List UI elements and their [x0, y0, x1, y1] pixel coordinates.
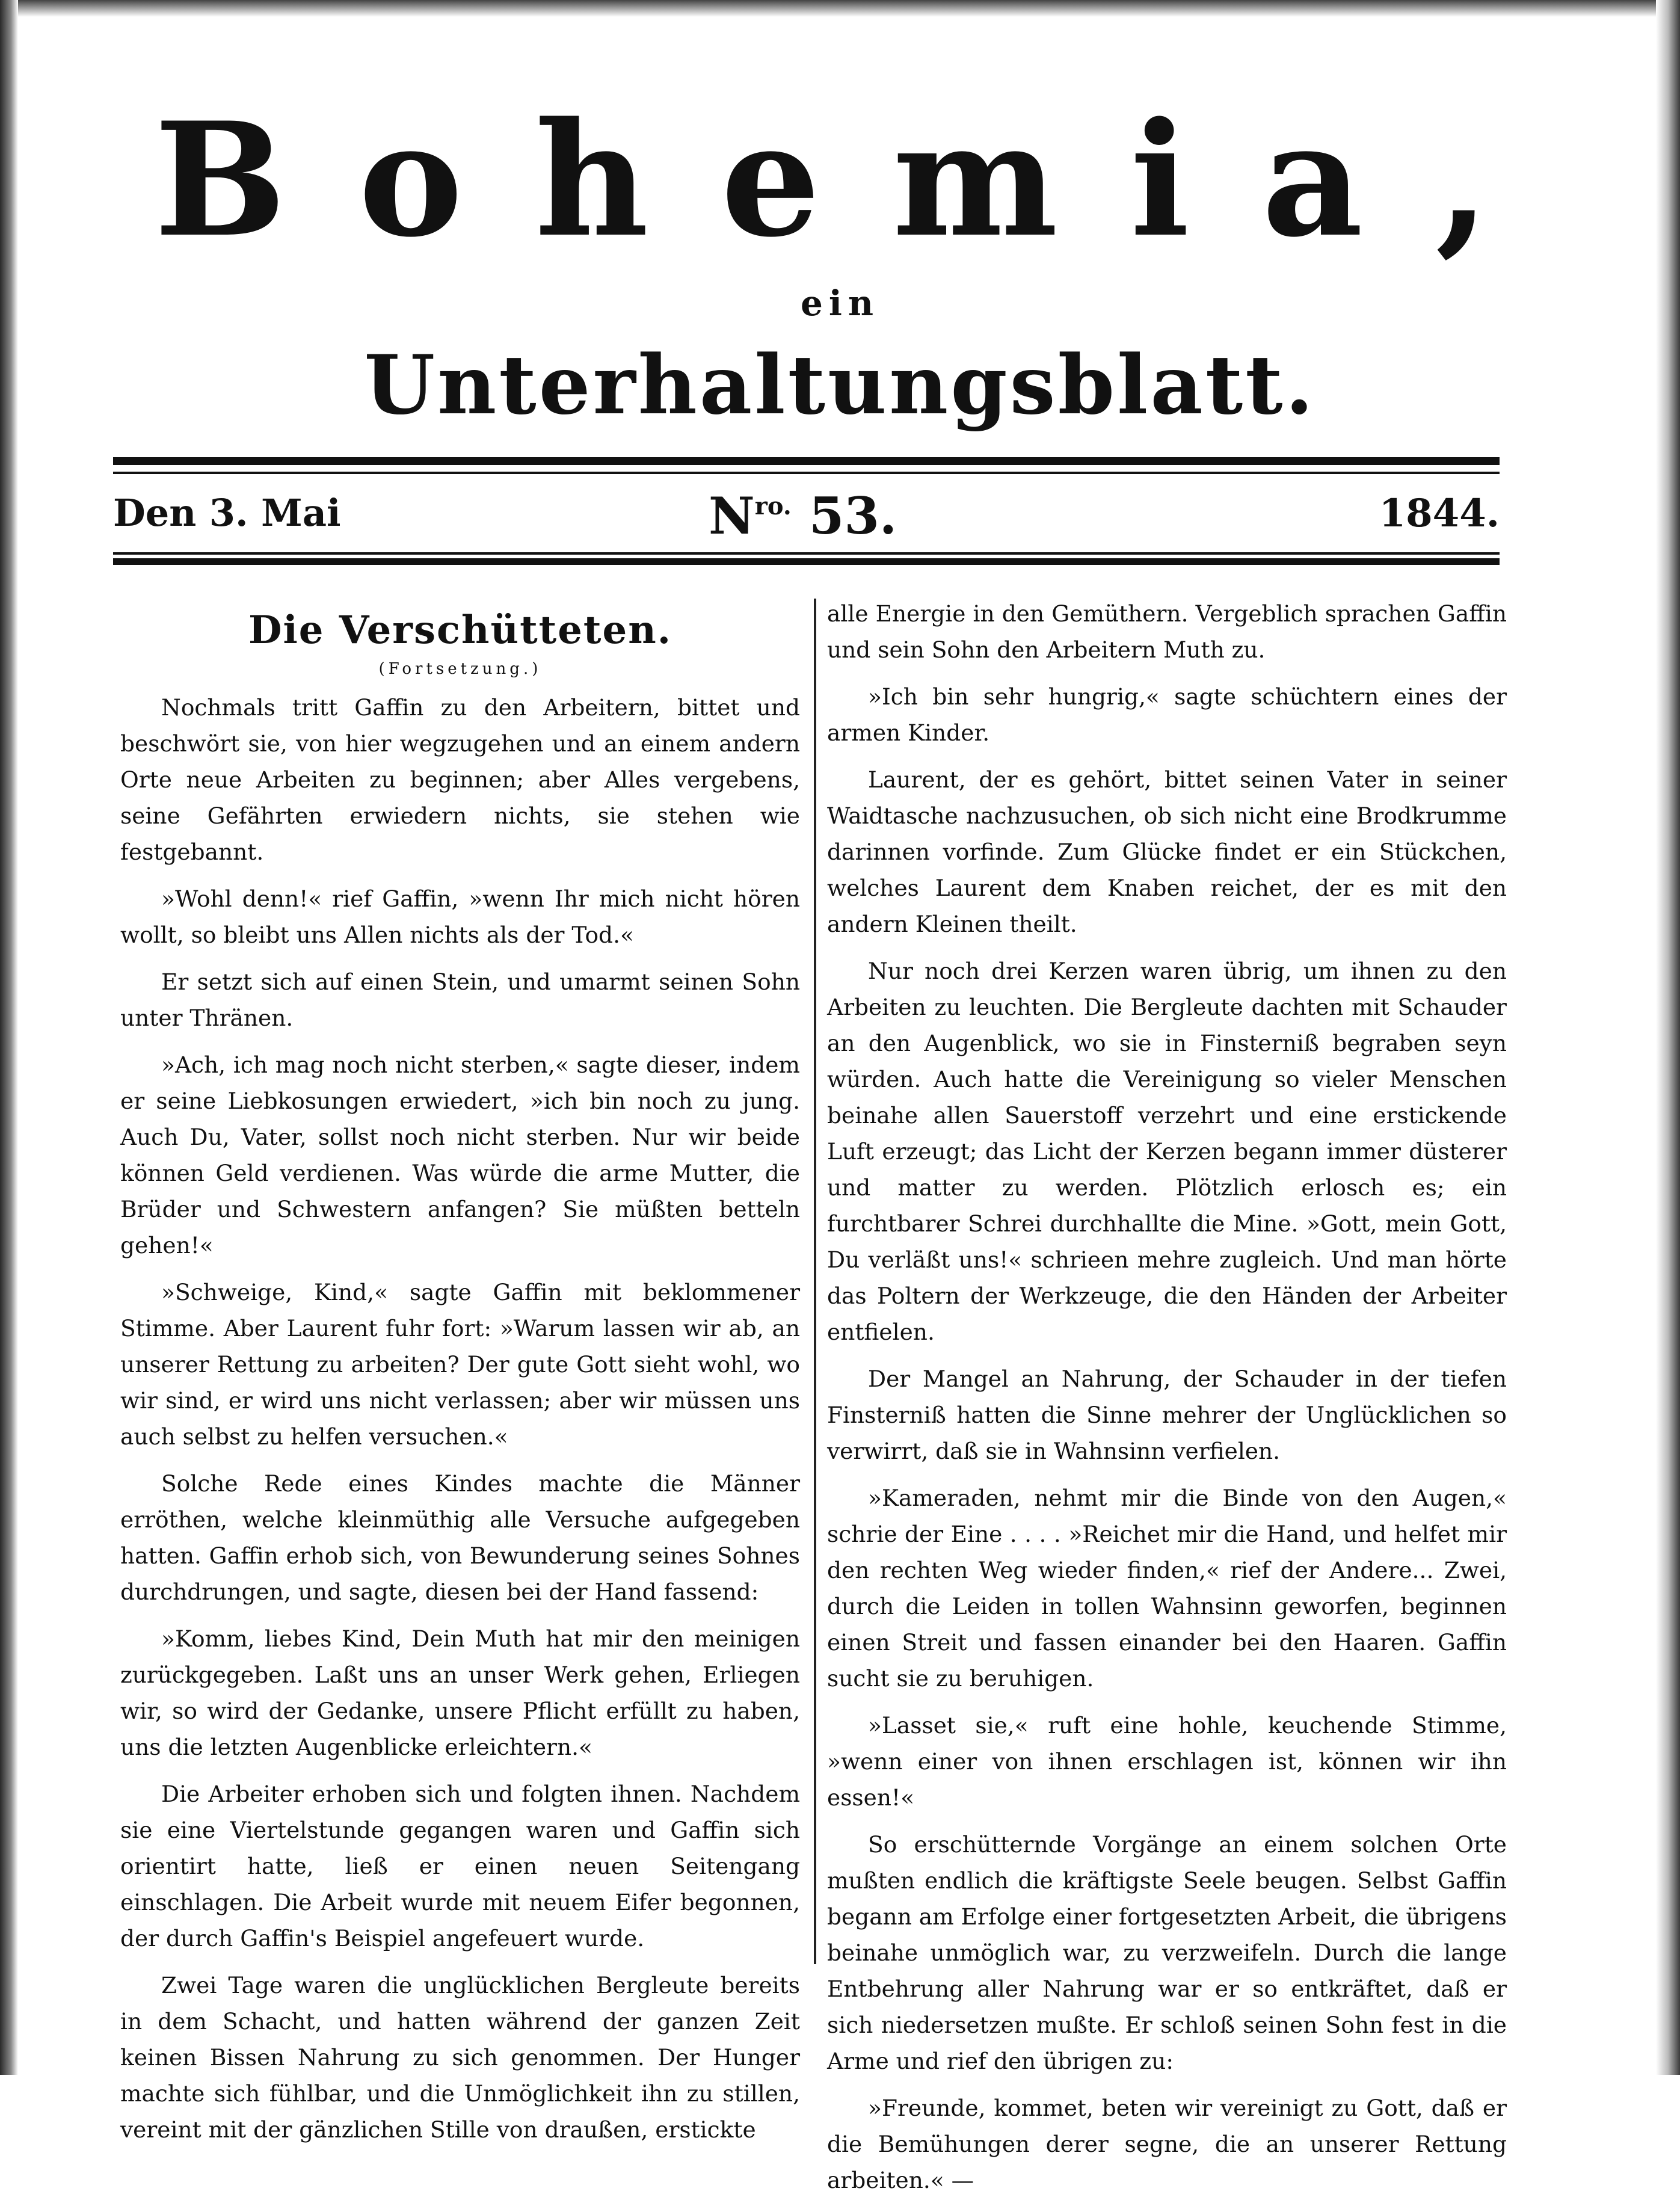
- issue-year: 1844.: [1379, 491, 1500, 536]
- masthead-subtitle: Unterhaltungsblatt.: [364, 337, 1316, 433]
- paragraph: »Lasset sie,« ruft eine hohle, keuchende Stimme, »wenn einer von ihnen erschlagen ist, können wir ihn essen!«: [827, 1712, 1507, 1811]
- masthead-ein: ein: [800, 283, 880, 324]
- article-note: (Fortsetzung.): [378, 660, 542, 678]
- paragraph: Nur noch drei Kerzen waren übrig, um ihnen zu den Arbeiten zu leuchten. Die Bergleute dachten mit Schauder an den Augenblick, wo sie in Finsterniß begraben seyn würden. Auch hatte die Vereinigung so vieler Menschen beinahe allen Sauerstoff verzehrt und eine erstickende Luft erzeugt; das Licht der Kerzen begann immer düsterer und matter zu werden. Plötzlich erlosch es; ein furchtbarer Schrei durchhallte die Mine. »Gott, mein Gott, Du verläßt uns!« schrieen mehre zugleich. Und man hörte das Poltern der Werkzeuge, die den Händen der Arbeiter entfielen.: [827, 958, 1507, 1345]
- paragraph: Laurent, der es gehört, bittet seinen Vater in seiner Waidtasche nachzusuchen, ob sich nicht eine Brodkrumme darinnen vorfinde. Zum Glücke findet er ein Stückchen, welches Laurent dem Knaben reichet, der es mit den andern Kleinen theilt.: [827, 766, 1507, 937]
- rule-bottom-thin: [113, 552, 1500, 555]
- paragraph: »Schweige, Kind,« sagte Gaffin mit beklommener Stimme. Aber Laurent fuhr fort: »Warum lassen wir ab, an unserer Rettung zu arbeiten? Der gute Gott sieht wohl, wo wir sind, er wird uns nicht verlassen; aber wir müssen uns auch selbst zu helfen versuchen.«: [120, 1279, 800, 1450]
- issue-number-sup: ro.: [754, 492, 792, 520]
- paragraph: Der Mangel an Nahrung, der Schauder in der tiefen Finsterniß hatten die Sinne mehrer der Unglücklichen so verwirrt, daß sie in Wahnsinn verfielen.: [827, 1366, 1507, 1464]
- issue-line: [113, 486, 1500, 546]
- paragraph: »Ach, ich mag noch nicht sterben,« sagte dieser, indem er seine Liebkosungen erwiedert, »ich bin noch zu jung. Auch Du, Vater, sollst noch nicht sterben. Nur wir beide können Geld verdienen. Was würde die arme Mutter, die Brüder und Schwestern anfangen? Sie müßten betteln gehen!«: [120, 1052, 800, 1259]
- left-column: [120, 596, 800, 2158]
- paragraph: Nochmals tritt Gaffin zu den Arbeitern, bittet und beschwört sie, von hier wegzugehen und an einem andern Orte neue Arbeiten zu beginnen; aber Alles vergebens, seine Gefährten erwiedern nichts, sie stehen wie festgebannt.: [120, 694, 800, 865]
- page-edge-top: [0, 0, 1680, 17]
- paragraph: So erschütternde Vorgänge an einem solchen Orte mußten endlich die kräftigste Seele beugen. Selbst Gaffin begann am Erfolge einer fortgesetzten Arbeit, die übrigens beinahe unmöglich war, zu verzweifeln. Durch die lange Entbehrung aller Nahrung war er so entkräftet, daß er sich niedersetzen mußte. Er schloß seinen Sohn fest in die Arme und rief den übrigen zu:: [827, 1831, 1507, 2074]
- paragraph: Solche Rede eines Kindes machte die Männer erröthen, welche kleinmüthig alle Versuche aufgegeben hatten. Gaffin erhob sich, von Bewunderung seines Sohnes durchdrungen, und sagte, diesen bei der Hand fassend:: [120, 1470, 800, 1605]
- column-divider: [814, 599, 816, 1964]
- masthead-title: Bohemia,: [154, 88, 1562, 272]
- paragraph: Die Arbeiter erhoben sich und folgten ihnen. Nachdem sie eine Viertelstunde gegangen waren und Gaffin sich orientirt hatte, ließ er einen neuen Seitengang einschlagen. Die Arbeit wurde mit neuem Eifer begonnen, der durch Gaffin's Beispiel angefeuert wurde.: [120, 1781, 800, 1952]
- rule-bottom-thick: [113, 558, 1500, 565]
- paragraph: »Kameraden, nehmt mir die Binde von den Augen,« schrie der Eine . . . . »Reichet mir die Hand, und helfet mir den rechten Weg wieder finden,« rief der Andere... Zwei, durch die Leiden in tollen Wahnsinn geworfen, beginnen einen Streit und fassen einander bei den Haaren. Gaffin sucht sie zu beruhigen.: [827, 1485, 1507, 1692]
- issue-number-value: 53.: [809, 486, 897, 546]
- issue-date: Den 3. Mai: [113, 491, 341, 535]
- article-title: Die Verschütteten.: [248, 608, 672, 653]
- rule-top-thin: [113, 472, 1500, 474]
- rule-top-thick: [113, 457, 1500, 465]
- paragraph: »Komm, liebes Kind, Dein Muth hat mir den meinigen zurückgegeben. Laßt uns an unser Werk gehen, Erliegen wir, so wird der Gedanke, unsere Pflicht erfüllt zu haben, uns die letzten Augenblicke erleichtern.«: [120, 1625, 800, 1760]
- paragraph: »Freunde, kommet, beten wir vereinigt zu Gott, daß er die Bemühungen derer segne, die an unserer Rettung arbeiten.« —: [827, 2095, 1507, 2193]
- right-column: [827, 596, 1507, 2209]
- paragraph: Zwei Tage waren die unglücklichen Bergleute bereits in dem Schacht, und hatten während der ganzen Zeit keinen Bissen Nahrung zu sich genommen. Der Hunger machte sich fühlbar, und die Unmöglichkeit ihn zu stillen, vereint mit der gänzlichen Stille von draußen, erstickte: [120, 1972, 800, 2143]
- paragraph: »Ich bin sehr hungrig,« sagte schüchtern eines der armen Kinder.: [827, 683, 1507, 746]
- paragraph: Er setzt sich auf einen Stein, und umarmt seinen Sohn unter Thränen.: [120, 969, 800, 1031]
- issue-number-prefix: N: [709, 486, 755, 546]
- paragraph-continued: alle Energie in den Gemüthern. Vergeblich sprachen Gaffin und sein Sohn den Arbeitern Muth zu.: [827, 600, 1507, 663]
- paragraph: »Wohl denn!« rief Gaffin, »wenn Ihr mich nicht hören wollt, so bleibt uns Allen nichts als der Tod.«: [120, 886, 800, 948]
- issue-number: [709, 486, 897, 546]
